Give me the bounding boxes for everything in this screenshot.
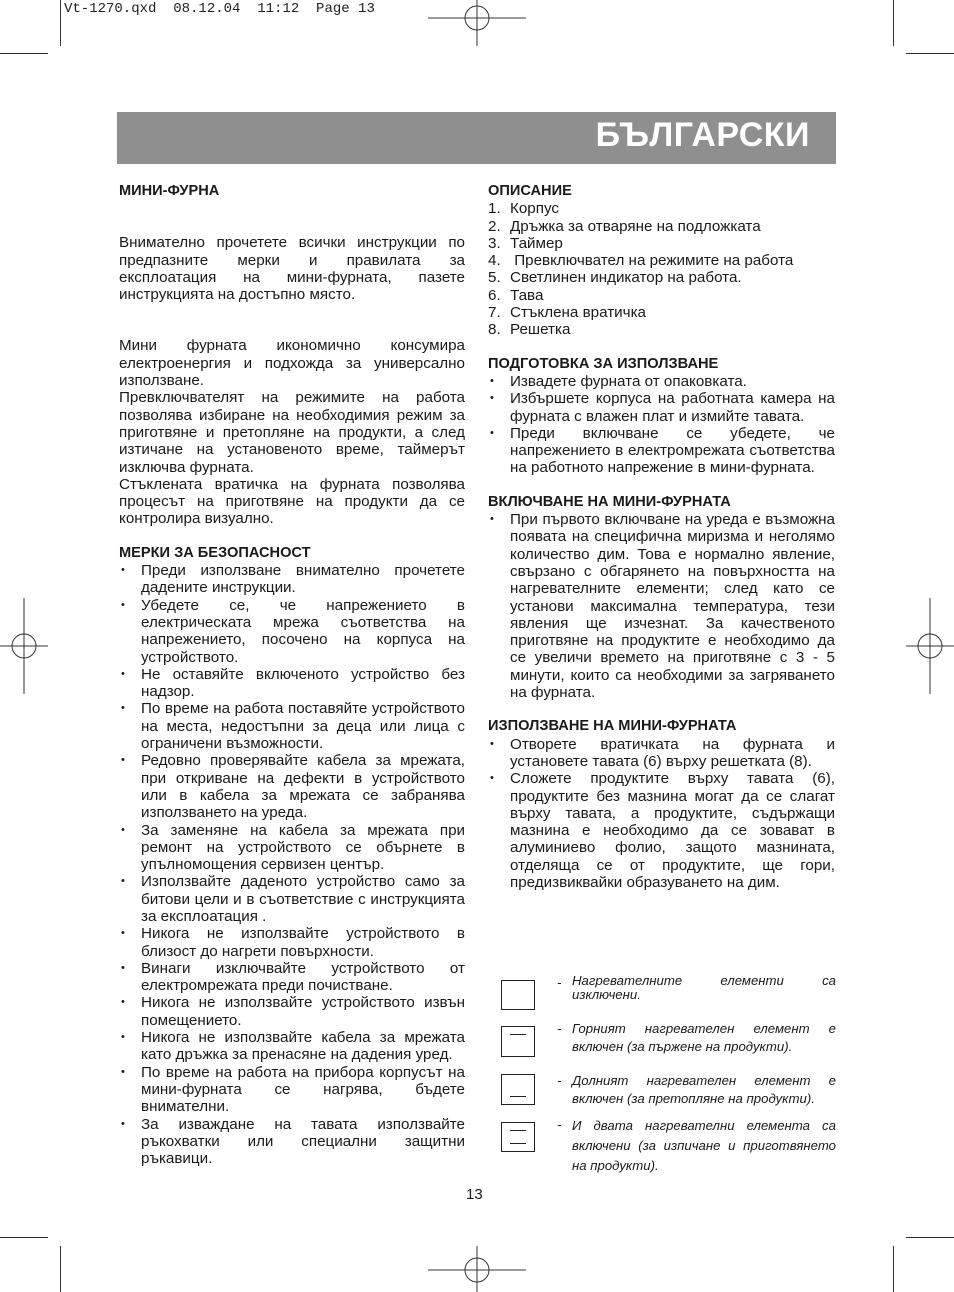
list-item: • Преди използване внимателно прочетете дадените инструкции. (119, 562, 465, 597)
list-item: • За заменяне на кабела за мрежата при ремонт на устройството се обърнете в упълномощения сервизен център. (119, 822, 465, 874)
crop-mark-top-right-v (893, 0, 894, 46)
list-item: 3. Таймер (488, 234, 563, 252)
list-item: • При първото включване на уреда е възможна появата на специфична миризма и неголямо количество дим. Това е нормално явление, свързано с обгарянето на повърхността на нагревателните елементи; след като се установи максимална температура, тези явления ще изчезнат. За качественото приготвяне на продуктите е необходимо да се увеличи времето на приготвяне с 3 - 5 минути, които са необходими за загряването на фурната. (488, 511, 835, 701)
section-title-safety: МЕРКИ ЗА БЕЗОПАСНОСТ (119, 544, 311, 561)
list-item: • Винаги изключвайте устройството от електромрежата преди почистване. (119, 960, 465, 995)
heaters-off-icon (501, 980, 535, 1010)
crop-mark-top-left-v (60, 0, 61, 46)
list-item: 5. Светлинен индикатор на работа. (488, 269, 742, 287)
right-column (488, 183, 835, 891)
printer-slug: Vt-1270.qxd 08.12.04 11:12 Page 13 (64, 1, 375, 17)
mode-top-heater: - Горният нагревателен елемент е включен (за пържене на продукти). (501, 1020, 837, 1058)
list-item: • Извадете фурната от опаковката. (488, 373, 835, 390)
list-item: 8. Решетка (488, 321, 571, 339)
section-title-switching-on: ВКЛЮЧВАНЕ НА МИНИ-ФУРНАТА (488, 493, 731, 510)
list-item: 1. Корпус (488, 200, 559, 218)
mode-heaters-off: - Нагревателните елементи са изключени. (501, 974, 837, 1010)
section-title-preparation: ПОДГОТОВКА ЗА ИЗПОЛЗВАНЕ (488, 355, 719, 372)
list-item: • Избършете корпуса на работната камера на фурната с влажен плат и измийте тавата. (488, 390, 835, 425)
section-title-usage: ИЗПОЛЗВАНЕ НА МИНИ-ФУРНАТА (488, 718, 737, 735)
language-banner (117, 112, 836, 164)
list-item: • Отворете вратичката на фурната и установете тавата (6) върху решетката (8). (488, 736, 835, 771)
switching-on-list (488, 511, 835, 701)
list-item: • Използвайте даденото устройство само за битови цели и в съответствие с инструкцията за експлоатация . (119, 873, 465, 925)
list-item: • По време на работа поставяйте устройството на места, недостъпни за деца или лица с ограничени възможности. (119, 700, 465, 752)
crop-mark-top-left-h (0, 53, 48, 54)
page-number: 13 (466, 1186, 483, 1203)
mode-both-heaters: - И двата нагревателни елемента са включени (за изпичане и приготвянето на продукти). (501, 1116, 837, 1176)
top-heater-icon (501, 1026, 535, 1057)
list-item: • Никога не използвайте устройството извън помещението. (119, 994, 465, 1029)
section-title-mini-oven: МИНИ-ФУРНА (119, 183, 220, 199)
list-item: • Сложете продуктите върху тавата (6), продуктите без мазнина могат да се слагат върху тавата, а продуктите, съдържащи мазнина е необходимо да се зовават в алуминиево фолио, защото мазнината, отделяща се от продуктите, ще гори, предизвиквайки образуването на дим. (488, 770, 835, 891)
paragraph-economy: Мини фурната икономично консумира електроенергия и подхожда за универсално използване. (119, 337, 465, 390)
safety-list (119, 562, 465, 1167)
preparation-list (488, 373, 835, 477)
banner-title: БЪЛГАРСКИ (595, 116, 810, 154)
bottom-heater-icon (501, 1074, 535, 1105)
list-item: • По време на работа на прибора корпусът на мини-фурната се нагрява, бъдете внимателни. (119, 1064, 465, 1116)
left-column (119, 183, 465, 1167)
description-list (488, 200, 835, 338)
list-item: 2. Дръжка за отваряне на подложката (488, 217, 761, 235)
list-item: • Преди включване се убедете, че напрежението в електромрежата съответства на работното напрежение в мини-фурната. (488, 425, 835, 477)
list-item: 4. Превключвател на режимите на работа (488, 252, 794, 270)
crop-mark-bottom-left-h (0, 1237, 48, 1238)
list-item: • Не оставяйте включеното устройство без надзор. (119, 666, 465, 701)
mode-bottom-heater: - Долният нагревателен елемент е включен (за претопляне на продукти). (501, 1072, 837, 1108)
list-item: • Убедете се, че напрежението в електрическата мрежа съответства на напрежението, посочено на корпуса на устройството. (119, 597, 465, 666)
crop-mark-top-right-h (906, 53, 954, 54)
crop-mark-bottom-right-h (906, 1237, 954, 1238)
usage-list (488, 736, 835, 892)
list-item: • Редовно проверявайте кабела за мрежата, при откриване на дефекти в устройството или в кабела за мрежата се забранява използването на уреда. (119, 752, 465, 821)
list-item: • За изваждане на тавата използвайте ръкохватки или специални защитни ръкавици. (119, 1116, 465, 1168)
list-item: 6. Тава (488, 286, 544, 304)
registration-mark-top-icon (428, 0, 526, 46)
list-item: 7. Стъклена вратичка (488, 304, 646, 322)
list-item: • Никога не използвайте кабела за мрежата като дръжка за пренасяне на дадения уред. (119, 1029, 465, 1064)
registration-mark-bottom-icon (428, 1246, 526, 1292)
paragraph-glass-door: Стъклената вратичка на фурната позволява процесът на приготвяне на продукти да се контролира визуално. (119, 475, 465, 528)
registration-mark-left-icon (0, 598, 48, 694)
both-heaters-icon (501, 1122, 535, 1152)
intro-paragraph: Внимателно прочетете всички инструкции по предпазните мерки и правилата за експлоатация на мини-фурната, пазете инструкцията на достъпно място. (119, 234, 465, 304)
crop-mark-bottom-left-v (60, 1246, 61, 1292)
paragraph-switch: Превключвателят на режимите на работа позволява избиране на необходимия режим за приготвяне и претопляне на продукти, а след изтичане на установеното време, таймерът изключва фурната. (119, 389, 465, 476)
crop-mark-bottom-right-v (893, 1246, 894, 1292)
registration-mark-right-icon (906, 598, 954, 694)
section-title-description: ОПИСАНИЕ (488, 183, 572, 199)
list-item: • Никога не използвайте устройството в близост до нагрети повърхности. (119, 925, 465, 960)
